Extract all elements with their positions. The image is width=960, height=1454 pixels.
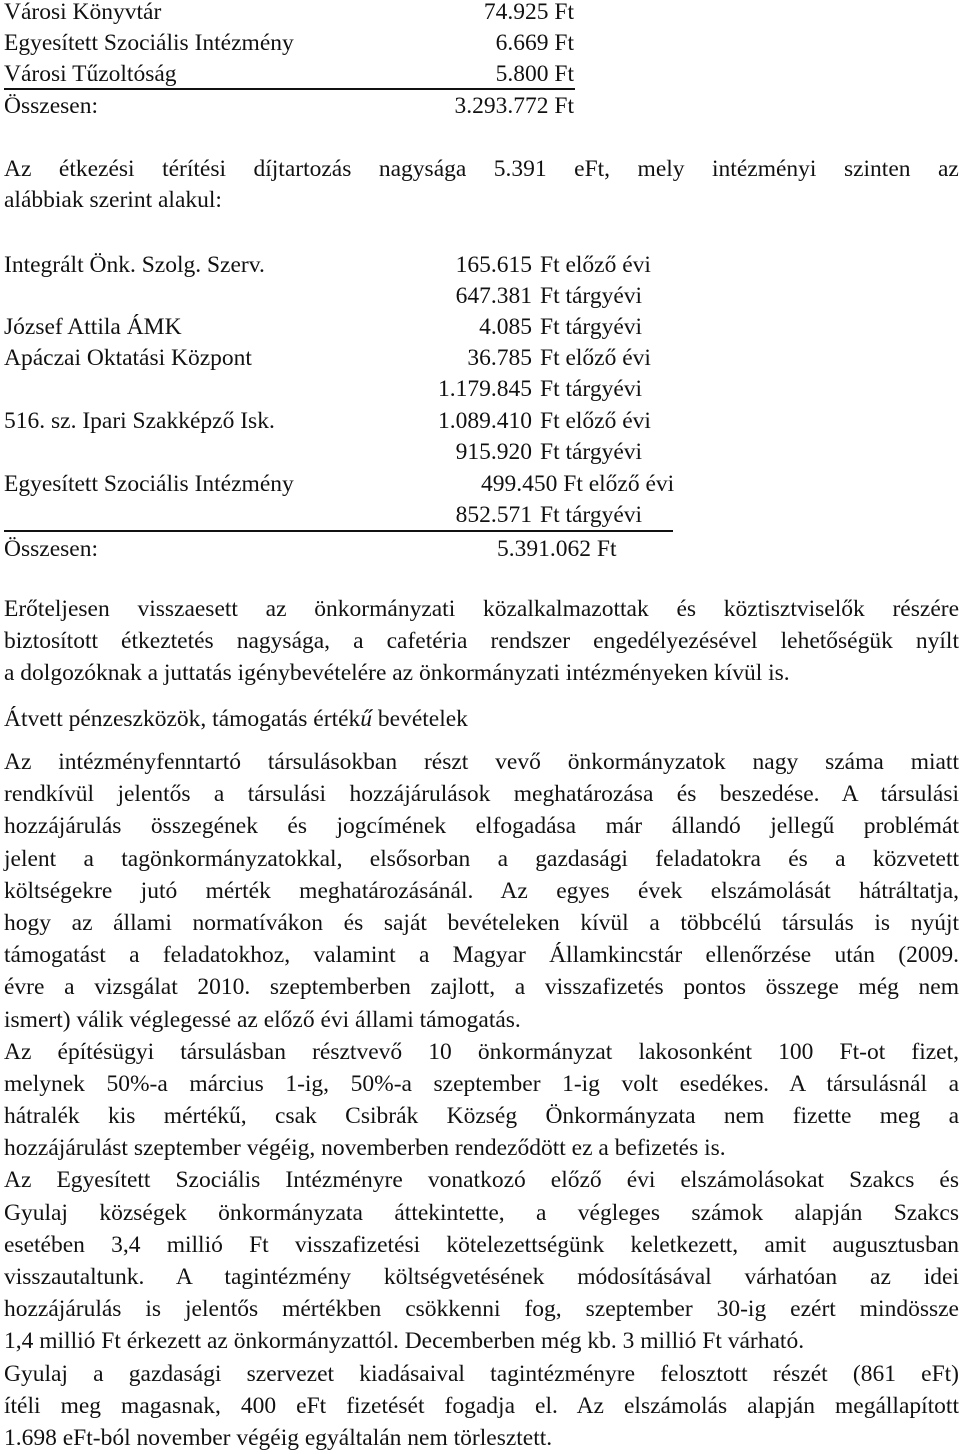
body-text: [4, 746, 959, 1454]
debt-amount: 1.089.410: [438, 408, 532, 434]
word: szinten: [843, 156, 911, 182]
body-line: Az intézményfenntartó társulásokban részt vevő önkormányzatok nagy száma miatt: [4, 749, 959, 775]
summary-row-amount: 5.800 Ft: [495, 61, 574, 87]
paragraph-line: biztosított étkeztetés nagysága, a cafetéria rendszer engedélyezésével lehetőségük nyílt: [4, 628, 959, 655]
summary-total: [0, 91, 600, 121]
summary-row-name: Egyesített Szociális Intézmény: [4, 30, 294, 56]
institution-name: Integrált Önk. Szolg. Szerv.: [4, 252, 265, 278]
word: étkezési: [58, 156, 135, 182]
body-line: ismert) válik véglegessé az előző évi állami támogatás.: [4, 1006, 521, 1033]
table-total-amount: 5.391.062 Ft: [497, 536, 617, 562]
body-line: Gyulaj községek önkormányzata áttekintette, a végleges számok alapján Szakcs: [4, 1199, 959, 1226]
intro-line-1: [4, 153, 959, 185]
body-line: ítéli meg magasnak, 400 eFt fizetését fogadja el. Az elszámolás alapján megállapított: [4, 1392, 959, 1419]
debt-unit: Ft tárgyévi: [540, 439, 643, 465]
summary-row-name: Városi Könyvtár: [4, 0, 162, 25]
table-row: [0, 281, 960, 311]
paragraph-line: Erőteljesen visszaesett az önkormányzati közalkalmazottak és köztisztviselők részére: [4, 596, 959, 622]
body-line: Az építésügyi társulásban résztvevő 10 önkormányzat lakosonként 100 Ft-ot fizet,: [4, 1038, 959, 1065]
table-row: [0, 374, 960, 404]
word: térítési: [162, 156, 227, 182]
summary-total-amount: 3.293.772 Ft: [454, 93, 574, 119]
body-line: melynek 50%-a március 1-ig, 50%-a szeptember 1-ig volt esedékes. A társulásnál a: [4, 1070, 959, 1097]
debt-unit: Ft tárgyévi: [540, 376, 643, 402]
word: intézményi: [712, 156, 817, 182]
body-line: rendkívül jelentős a társulási hozzájárulások meghatározása és beszedése. A társulási: [4, 781, 959, 808]
summary-row: [0, 28, 600, 58]
debt-unit: Ft tárgyévi: [540, 314, 643, 340]
summary-row: [0, 0, 600, 27]
body-line: esetében 3,4 millió Ft visszafizetési kötelezettségünk keletkezett, amit augusztusban: [4, 1231, 959, 1258]
debt-unit: Ft előző évi: [540, 408, 651, 434]
table-row: [0, 312, 960, 342]
body-line: Gyulaj a gazdasági szervezet kiadásaival tagintézményre felosztott részét (861 eFt): [4, 1360, 959, 1387]
section-heading: [4, 704, 468, 734]
debt-amount: 165.615: [455, 252, 532, 278]
word: az: [938, 156, 959, 182]
debt-amount: 915.920: [455, 439, 532, 465]
section-heading-part3: bevételek: [372, 706, 468, 732]
debt-amount: 852.571: [455, 502, 532, 528]
table-row: [0, 250, 960, 280]
section-heading-part1: Átvett pénzeszközök, támogatás érték: [4, 706, 361, 732]
debt-amount: 36.785: [467, 345, 532, 371]
summary-row-amount: 74.925 Ft: [483, 0, 574, 25]
institution-name: Apáczai Oktatási Központ: [4, 345, 252, 371]
debt-unit: Ft tárgyévi: [540, 283, 643, 309]
debt-unit: Ft tárgyévi: [540, 502, 643, 528]
body-line: évre a vizsgálat 2010. szeptemberben zajlott, a visszafizetés pontos összege még nem: [4, 974, 959, 1001]
summary-row-name: Városi Tűzoltóság: [4, 61, 177, 87]
word: eFt,: [574, 156, 611, 182]
table-row: [0, 343, 960, 373]
body-line: hozzájárulás is jelentős mértékben csökkenni fog, szeptember 30-ig ezért mindösszе: [4, 1296, 959, 1323]
table-divider: [4, 530, 673, 532]
table-row: [0, 500, 960, 530]
table-row: [0, 437, 960, 467]
body-line: költségekre jutó mérték meghatározásánál. Az egyes évek elszámolását hátráltatja,: [4, 877, 959, 904]
body-line: hogy az állami normatívákon és saját bevételeken kívül a többcélú társulás is nyújt: [4, 909, 959, 936]
word: díjtartozás: [253, 156, 352, 182]
word: Az: [4, 156, 32, 182]
body-line: hozzájárulást szeptember végéig, novemberben rendeződött ez a befizetés is.: [4, 1135, 726, 1162]
body-line: jelent a tagönkormányzatokkal, elsősorban a gazdasági feladatokra és a közvetett: [4, 845, 959, 872]
body-line: Az Egyesített Szociális Intézményre vonatkozó előző évi elszámolásokat Szakcs és: [4, 1167, 959, 1194]
paragraph-catering: [4, 593, 959, 690]
table-total-label: Összesen:: [4, 536, 98, 562]
debt-amount: 499.450 Ft előző évi: [481, 471, 675, 497]
table-row: [0, 469, 960, 499]
institution-name: Egyesített Szociális Intézmény: [4, 471, 294, 497]
body-line: 1.698 eFt-ból november végéig egyáltalán nem törlesztett.: [4, 1424, 553, 1451]
word: 5.391: [493, 156, 547, 182]
debt-unit: Ft előző évi: [540, 345, 651, 371]
summary-row: [0, 59, 600, 89]
intro-line-2: alábbiak szerint alakul:: [4, 187, 222, 213]
debt-amount: 4.085: [479, 314, 532, 340]
body-line: visszautaltunk. A tagintézmény költségvetésének módosításával várhatóan az idei: [4, 1264, 959, 1290]
debt-amount: 1.179.845: [438, 376, 532, 402]
institution-name: 516. sz. Ipari Szakképző Isk.: [4, 408, 275, 434]
body-line: hátralék kis mértékű, csak Csibrák Község Önkormányzata nem fizette meg a: [4, 1103, 959, 1130]
table-row: [0, 406, 960, 436]
table-total: [0, 534, 960, 564]
body-line: támogatást a feladatokhoz, valamint a Magyar Államkincstár ellenőrzése után (2009.: [4, 942, 959, 969]
summary-row-amount: 6.669 Ft: [495, 30, 574, 56]
institution-name: József Attila ÁMK: [4, 314, 182, 340]
body-line: 1,4 millió Ft érkezett az önkormányzattól. Decemberben még kb. 3 millió Ft várható.: [4, 1328, 805, 1355]
body-line: hozzájárulás összegének és jogcímének elfogadása már állandó jellegű problémát: [4, 813, 959, 840]
debt-amount: 647.381: [455, 283, 532, 309]
paragraph-line: a dolgozóknak a juttatás igénybevételére az önkormányzati intézményeken kívül is.: [4, 660, 790, 687]
word: mely: [637, 156, 685, 182]
debt-unit: Ft előző évi: [540, 252, 651, 278]
summary-total-label: Összesen:: [4, 93, 98, 119]
summary-divider: [4, 88, 575, 90]
section-heading-part2: ű: [360, 706, 373, 732]
word: nagysága: [378, 156, 467, 182]
